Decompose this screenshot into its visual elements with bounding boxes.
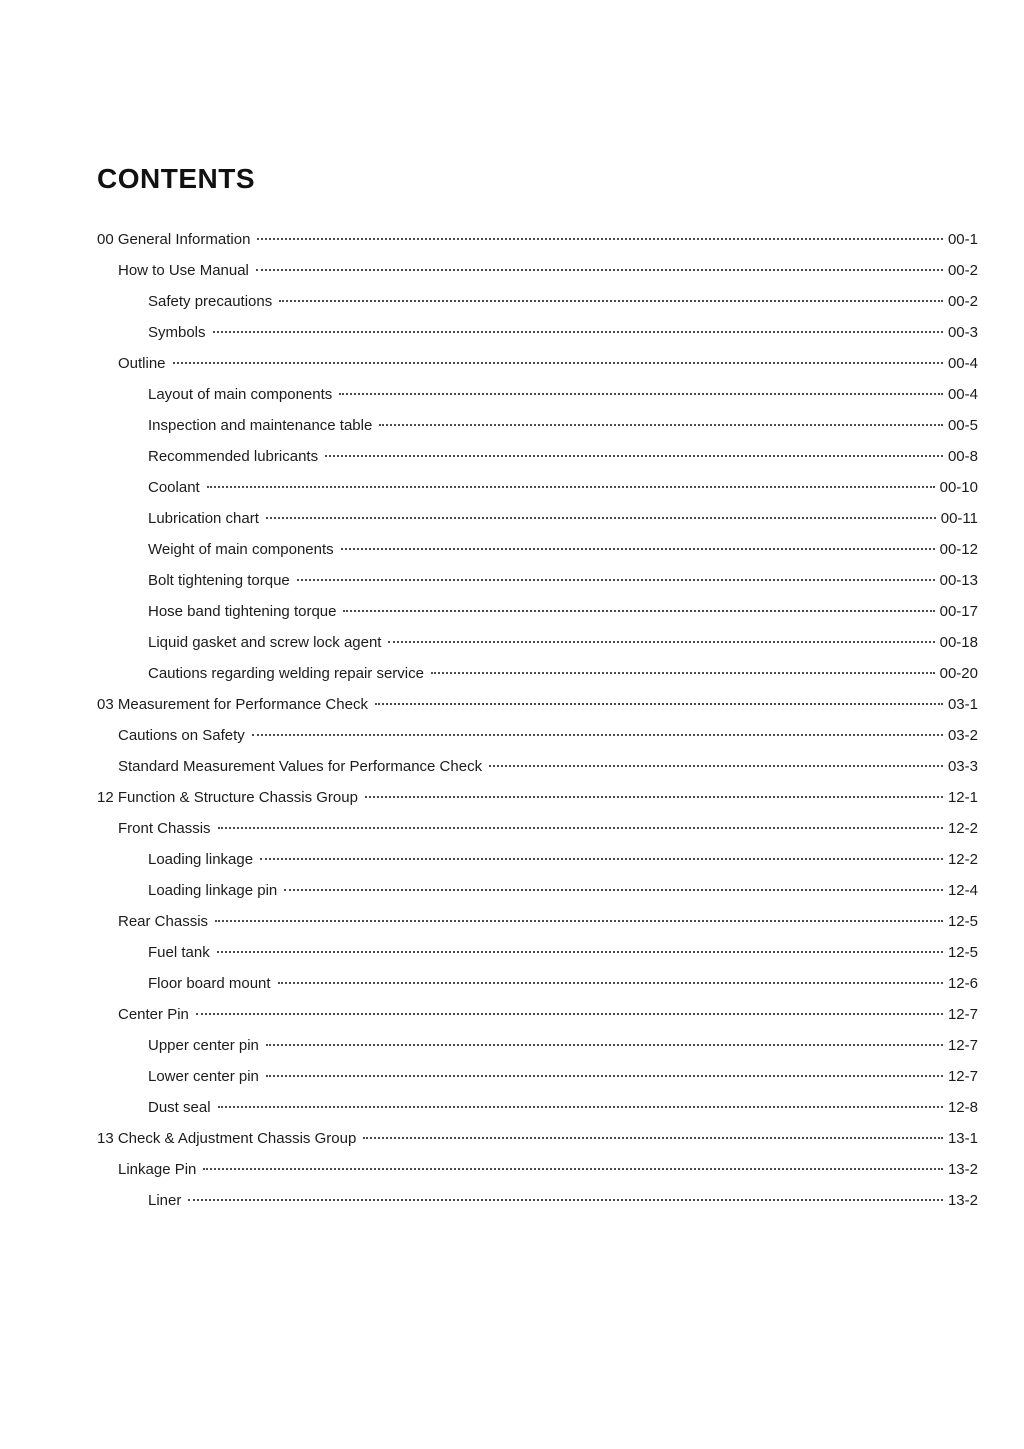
dot-leader <box>375 703 943 705</box>
toc-entry-label: Upper center pin <box>148 1037 259 1054</box>
toc-entry-page: 00-18 <box>939 634 978 651</box>
toc-entry-label: Loading linkage pin <box>148 882 278 899</box>
toc-row <box>97 503 978 534</box>
toc-entry-page: 00-2 <box>947 262 978 279</box>
toc-entry-label: Bolt tightening torque <box>148 572 290 589</box>
toc-row <box>97 534 978 565</box>
toc-row <box>97 813 978 844</box>
dot-leader <box>218 827 943 829</box>
dot-leader <box>256 269 943 271</box>
dot-leader <box>363 1137 943 1139</box>
toc-row <box>97 875 978 906</box>
dot-leader <box>266 517 936 519</box>
toc-entry-label: Lubrication chart <box>148 510 259 527</box>
toc-row <box>97 255 978 286</box>
toc-entry-page: 12-1 <box>947 789 978 806</box>
toc-entry-page: 12-7 <box>947 1068 978 1085</box>
toc-entry-page: 00-8 <box>947 448 978 465</box>
toc-entry-label: Symbols <box>148 324 206 341</box>
toc-entry-page: 13-1 <box>947 1130 978 1147</box>
toc-entry-page: 12-5 <box>947 944 978 961</box>
toc-row <box>97 317 978 348</box>
toc-row <box>97 286 978 317</box>
toc-row <box>97 1154 978 1185</box>
dot-leader <box>388 641 934 643</box>
dot-leader <box>278 982 943 984</box>
toc-row <box>97 410 978 441</box>
toc-entry-label: Safety precautions <box>148 293 273 310</box>
dot-leader <box>343 610 934 612</box>
toc-entry-label: Dust seal <box>148 1099 211 1116</box>
toc-entry-page: 12-7 <box>947 1037 978 1054</box>
toc-entry-label: Rear Chassis <box>118 913 209 930</box>
toc-entry-page: 12-4 <box>947 882 978 899</box>
toc-entry-label: Hose band tightening torque <box>148 603 337 620</box>
toc-row <box>97 1061 978 1092</box>
toc-entry-page: 03-3 <box>947 758 978 775</box>
toc-entry-page: 00-17 <box>939 603 978 620</box>
dot-leader <box>196 1013 943 1015</box>
dot-leader <box>207 486 935 488</box>
toc-row <box>97 937 978 968</box>
toc-entry-page: 00-20 <box>939 665 978 682</box>
toc-entry-label: 03 Measurement for Performance Check <box>97 696 368 713</box>
dot-leader <box>257 238 943 240</box>
toc-entry-label: Outline <box>118 355 166 372</box>
dot-leader <box>489 765 943 767</box>
toc-entry-label: Weight of main components <box>148 541 334 558</box>
toc-row <box>97 751 978 782</box>
dot-leader <box>217 951 943 953</box>
toc-entry-label: Layout of main components <box>148 386 333 403</box>
toc-entry-label: Cautions on Safety <box>118 727 245 744</box>
toc-entry-label: Linkage Pin <box>118 1161 197 1178</box>
toc-entry-label: Liquid gasket and screw lock agent <box>148 634 382 651</box>
toc-row <box>97 472 978 503</box>
toc-entry-page: 00-11 <box>940 510 978 527</box>
toc-entry-page: 00-4 <box>947 355 978 372</box>
toc-entry-page: 13-2 <box>947 1161 978 1178</box>
toc-row <box>97 844 978 875</box>
dot-leader <box>173 362 943 364</box>
dot-leader <box>260 858 943 860</box>
dot-leader <box>252 734 943 736</box>
toc-row <box>97 906 978 937</box>
toc-entry-page: 00-10 <box>939 479 978 496</box>
toc-entry-label: How to Use Manual <box>118 262 249 279</box>
toc-entry-label: Center Pin <box>118 1006 189 1023</box>
toc-entry-page: 00-1 <box>947 231 978 248</box>
toc-entry-label: 13 Check & Adjustment Chassis Group <box>97 1130 357 1147</box>
toc-row <box>97 968 978 999</box>
toc-row <box>97 1185 978 1216</box>
toc-row <box>97 1030 978 1061</box>
toc-entry-label: Standard Measurement Values for Performance Check <box>118 758 483 775</box>
toc-row <box>97 596 978 627</box>
toc-entry-label: Recommended lubricants <box>148 448 319 465</box>
toc-entry-label: Loading linkage <box>148 851 254 868</box>
toc-entry-page: 00-2 <box>947 293 978 310</box>
dot-leader <box>341 548 935 550</box>
toc-entry-page: 12-2 <box>947 851 978 868</box>
toc-entry-page: 12-5 <box>947 913 978 930</box>
toc-row <box>97 441 978 472</box>
toc-entry-page: 12-8 <box>947 1099 978 1116</box>
toc-row <box>97 565 978 596</box>
toc-content <box>97 163 978 1216</box>
dot-leader <box>325 455 943 457</box>
toc-entry-label: Fuel tank <box>148 944 210 961</box>
toc-row <box>97 689 978 720</box>
page-title: CONTENTS <box>97 163 255 194</box>
toc-entry-label: Floor board mount <box>148 975 271 992</box>
dot-leader <box>266 1075 943 1077</box>
toc-entry-page: 00-5 <box>947 417 978 434</box>
toc-row <box>97 1123 978 1154</box>
dot-leader <box>284 889 943 891</box>
dot-leader <box>297 579 935 581</box>
dot-leader <box>213 331 943 333</box>
toc-entry-page: 00-12 <box>939 541 978 558</box>
dot-leader <box>339 393 943 395</box>
toc-row <box>97 224 978 255</box>
dot-leader <box>279 300 943 302</box>
toc-entry-page: 00-13 <box>939 572 978 589</box>
toc-entry-page: 12-6 <box>947 975 978 992</box>
toc-entry-page: 00-3 <box>947 324 978 341</box>
toc-entry-label: 00 General Information <box>97 231 251 248</box>
dot-leader <box>266 1044 943 1046</box>
toc-row <box>97 658 978 689</box>
dot-leader <box>203 1168 943 1170</box>
toc-row <box>97 1092 978 1123</box>
dot-leader <box>431 672 935 674</box>
toc-row <box>97 348 978 379</box>
toc-entry-page: 13-2 <box>947 1192 978 1209</box>
toc-entry-page: 12-2 <box>947 820 978 837</box>
toc-entry-label: Lower center pin <box>148 1068 259 1085</box>
toc-entry-label: 12 Function & Structure Chassis Group <box>97 789 358 806</box>
dot-leader <box>215 920 943 922</box>
dot-leader <box>188 1199 943 1201</box>
toc-entry-label: Inspection and maintenance table <box>148 417 373 434</box>
toc-entry-label: Cautions regarding welding repair service <box>148 665 424 682</box>
toc-row <box>97 627 978 658</box>
toc-entry-page: 00-4 <box>947 386 978 403</box>
toc-list <box>97 224 978 1216</box>
toc-entry-label: Liner <box>148 1192 182 1209</box>
toc-entry-page: 03-2 <box>947 727 978 744</box>
dot-leader <box>365 796 943 798</box>
toc-entry-page: 03-1 <box>947 696 978 713</box>
toc-entry-page: 12-7 <box>947 1006 978 1023</box>
dot-leader <box>218 1106 943 1108</box>
toc-row <box>97 379 978 410</box>
toc-entry-label: Front Chassis <box>118 820 211 837</box>
dot-leader <box>379 424 943 426</box>
toc-row <box>97 999 978 1030</box>
toc-row <box>97 720 978 751</box>
toc-row <box>97 782 978 813</box>
toc-entry-label: Coolant <box>148 479 200 496</box>
